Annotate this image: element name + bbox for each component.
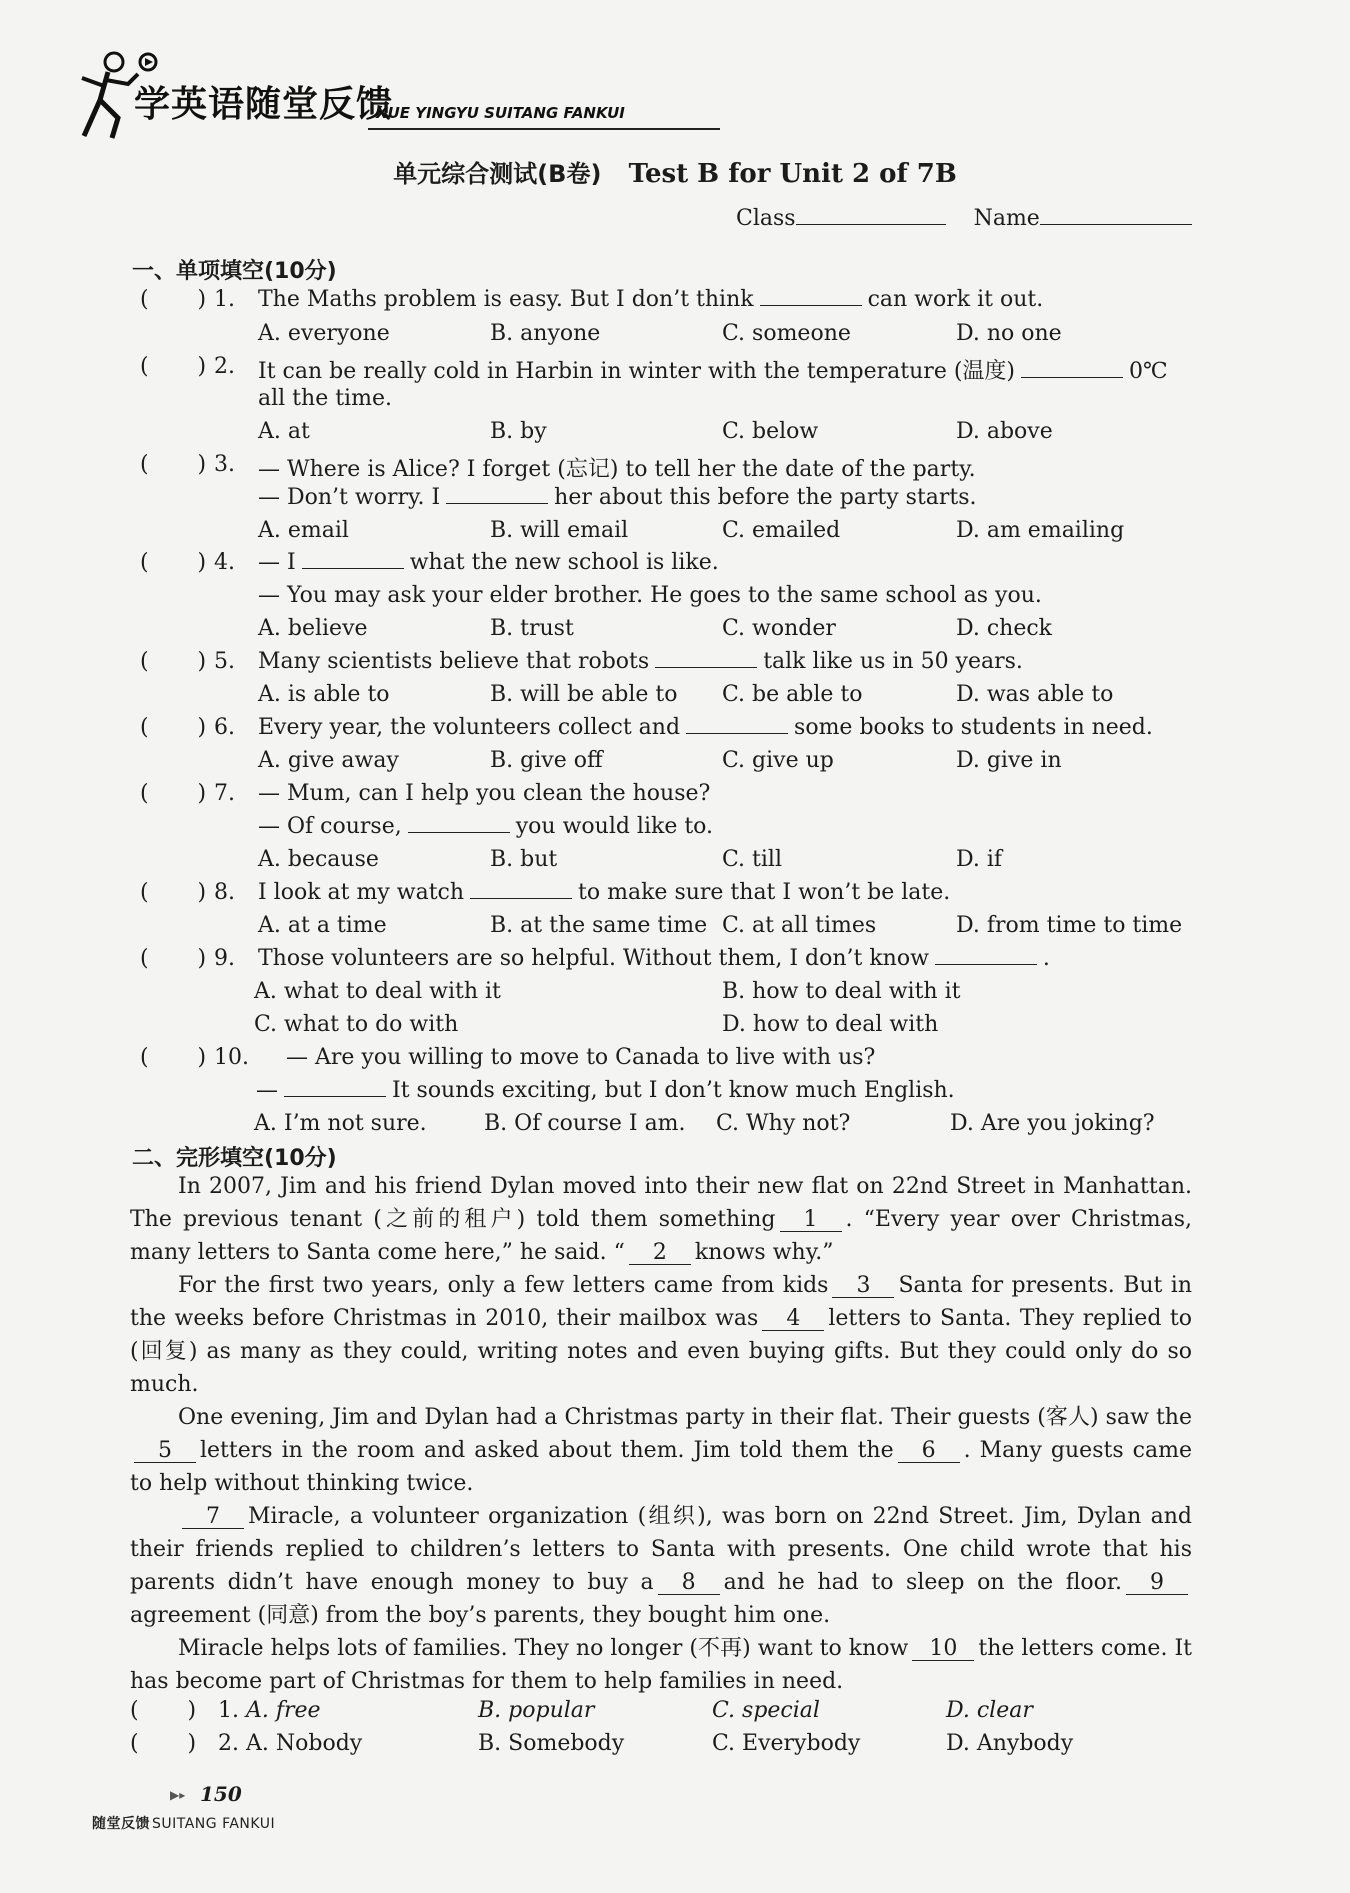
cloze-blank-5[interactable]: 5 — [134, 1440, 196, 1463]
answer-bracket[interactable]: ( ) — [140, 781, 207, 806]
name-field[interactable] — [1040, 206, 1192, 225]
answer-blank[interactable] — [284, 1078, 386, 1097]
option-b[interactable]: B. by — [490, 419, 547, 444]
answer-bracket[interactable]: ( ) — [140, 880, 207, 905]
question-stem: — Are you willing to move to Canada to live with us? — [286, 1045, 876, 1070]
name-label: Name — [973, 206, 1040, 231]
option-c[interactable]: C. below — [722, 419, 819, 444]
question-number: 10. — [214, 1045, 249, 1070]
class-label: Class — [736, 206, 796, 231]
option-d[interactable]: D. clear — [946, 1698, 1033, 1723]
class-field[interactable] — [796, 206, 946, 225]
title-en: Test B for Unit 2 of 7B — [628, 159, 957, 189]
option-a[interactable]: A. at a time — [258, 913, 387, 938]
option-c[interactable]: C. Everybody — [712, 1731, 861, 1756]
question-stem: — I what the new school is like. — [258, 550, 719, 575]
question-number: 8. — [214, 880, 235, 905]
question-stem: — Mum, can I help you clean the house? — [258, 781, 711, 806]
answer-blank[interactable] — [446, 485, 548, 504]
option-a[interactable]: A. believe — [258, 616, 368, 641]
answer-blank[interactable] — [1021, 359, 1123, 378]
option-a[interactable]: A. is able to — [258, 682, 390, 707]
question-stem: Those volunteers are so helpful. Without them, I don’t know . — [258, 946, 1050, 971]
question-stem: The Maths problem is easy. But I don’t think can work it out. — [258, 287, 1044, 312]
answer-bracket[interactable]: ( ) — [140, 354, 207, 379]
option-a[interactable]: A. Nobody — [246, 1731, 363, 1756]
option-c[interactable]: C. be able to — [722, 682, 863, 707]
answer-bracket[interactable]: ( ) — [140, 287, 207, 312]
option-d[interactable]: D. if — [956, 847, 1003, 872]
class-name-fields — [736, 206, 1192, 231]
brand-title-cn: 学英语随堂反馈 — [134, 84, 394, 125]
question-number: 2. — [214, 354, 235, 379]
option-c[interactable]: C. someone — [722, 321, 851, 346]
cloze-blank-10[interactable]: 10 — [912, 1638, 974, 1661]
option-b[interactable]: B. will email — [490, 518, 629, 543]
option-b[interactable]: B. will be able to — [490, 682, 678, 707]
option-d[interactable]: D. check — [956, 616, 1053, 641]
option-b[interactable]: B. but — [490, 847, 558, 872]
question-number: 2. — [218, 1731, 239, 1756]
answer-bracket[interactable]: ( ) — [140, 946, 207, 971]
answer-blank[interactable] — [408, 814, 510, 833]
option-c[interactable]: C. what to do with — [254, 1012, 459, 1037]
question-3-line2: — Don’t worry. I her about this before the party starts. — [258, 485, 977, 510]
answer-blank[interactable] — [686, 715, 788, 734]
option-b[interactable]: B. Somebody — [478, 1731, 625, 1756]
option-c[interactable]: C. emailed — [722, 518, 841, 543]
question-2-line2: all the time. — [258, 386, 392, 411]
answer-bracket[interactable]: ( ) — [140, 715, 207, 740]
question-number: 4. — [214, 550, 235, 575]
option-a[interactable]: A. everyone — [258, 321, 390, 346]
answer-bracket[interactable]: ( ) — [140, 550, 207, 575]
option-b[interactable]: B. popular — [478, 1698, 595, 1723]
answer-bracket[interactable]: ( ) — [140, 649, 207, 674]
question-number: 7. — [214, 781, 235, 806]
question-7-line2: — Of course, you would like to. — [258, 814, 714, 839]
cloze-blank-9[interactable]: 9 — [1126, 1572, 1188, 1595]
cloze-paragraph-1: In 2007, Jim and his friend Dylan moved into their new flat on 22nd Street in Manhattan. The previous tenant (之前的租户) told them something 1 . “Every year over Christmas, many letters to Santa come here,” he said. “ 2 knows why.” — [130, 1174, 1192, 1265]
question-stem: Many scientists believe that robots talk like us in 50 years. — [258, 649, 1023, 674]
title-cn: 单元综合测试(B卷) — [393, 160, 602, 188]
cloze-paragraph-4: 7 Miracle, a volunteer organization (组织), was born on 22nd Street. Jim, Dylan and their friends replied to children’s letters to Santa with presents. One child wrote that his parents didn’t have enough money to buy a 8 and he had to sleep on the floor. 9agreement (同意) from the boy’s parents, they bought him one. — [130, 1504, 1192, 1628]
cloze-blank-3[interactable]: 3 — [832, 1275, 894, 1298]
option-c[interactable]: C. at all times — [722, 913, 877, 938]
option-a[interactable]: A. give away — [258, 748, 399, 773]
answer-bracket[interactable]: ( ) — [130, 1698, 197, 1723]
footer-brand: 随堂反馈 SUITANG FANKUI — [92, 1816, 276, 1832]
question-number: 9. — [214, 946, 235, 971]
page-title — [0, 154, 1350, 189]
answer-bracket[interactable]: ( ) — [130, 1731, 197, 1756]
answer-blank[interactable] — [302, 550, 404, 569]
option-a[interactable]: A. email — [258, 518, 349, 543]
answer-bracket[interactable]: ( ) — [140, 1045, 207, 1070]
question-number: 1. — [218, 1698, 239, 1723]
brand-title-pinyin: XUE YINGYU SUITANG FANKUI — [376, 104, 625, 122]
option-b[interactable]: B. give off — [490, 748, 603, 773]
question-4-line2: — You may ask your elder brother. He goes to the same school as you. — [258, 583, 1042, 608]
answer-blank[interactable] — [760, 287, 862, 306]
option-c[interactable]: C. special — [712, 1698, 820, 1723]
option-d[interactable]: D. from time to time — [956, 913, 1183, 938]
cloze-blank-7[interactable]: 7 — [182, 1506, 244, 1529]
question-stem: I look at my watch to make sure that I won’t be late. — [258, 880, 951, 905]
cloze-blank-1[interactable]: 1 — [780, 1209, 842, 1232]
option-c[interactable]: C. wonder — [722, 616, 836, 641]
option-d[interactable]: D. Are you joking? — [950, 1111, 1155, 1136]
option-d[interactable]: D. give in — [956, 748, 1062, 773]
brand-underline — [368, 128, 720, 130]
option-c[interactable]: C. till — [722, 847, 782, 872]
answer-blank[interactable] — [935, 946, 1037, 965]
question-number: 5. — [214, 649, 235, 674]
option-c[interactable]: C. give up — [722, 748, 834, 773]
answer-bracket[interactable]: ( ) — [140, 452, 207, 477]
question-number: 1. — [214, 287, 235, 312]
option-d[interactable]: D. above — [956, 419, 1053, 444]
option-b[interactable]: B. anyone — [490, 321, 601, 346]
option-d[interactable]: D. was able to — [956, 682, 1114, 707]
cloze-blank-4[interactable]: 4 — [762, 1308, 824, 1331]
section1-heading: 一、单项填空(10分) — [132, 259, 337, 284]
cloze-blank-6[interactable]: 6 — [898, 1440, 960, 1463]
question-number: 6. — [214, 715, 235, 740]
cloze-blank-2[interactable]: 2 — [629, 1242, 691, 1265]
answer-blank[interactable] — [655, 649, 757, 668]
option-a[interactable]: A. I’m not sure. — [254, 1111, 427, 1136]
question-stem: — Where is Alice? I forget (忘记) to tell her the date of the party. — [258, 457, 976, 482]
cloze-blank-8[interactable]: 8 — [658, 1572, 720, 1595]
question-number: 3. — [214, 452, 235, 477]
option-d[interactable]: D. how to deal with — [722, 1012, 939, 1037]
option-d[interactable]: D. Anybody — [946, 1731, 1074, 1756]
answer-blank[interactable] — [470, 880, 572, 899]
option-a[interactable]: A. free — [246, 1698, 321, 1723]
cloze-paragraph-2: For the first two years, only a few letters came from kids 3 Santa for presents. But in the weeks before Christmas in 2010, their mailbox was 4 letters to Santa. They replied to (回复) as many as they could, writing notes and even buying gifts. But they could only do so much. — [130, 1273, 1192, 1397]
option-b[interactable]: B. Of course I am. — [484, 1111, 686, 1136]
question-10-line2: — It sounds exciting, but I don’t know much English. — [256, 1078, 955, 1103]
option-b[interactable]: B. at the same time — [490, 913, 708, 938]
option-a[interactable]: A. because — [258, 847, 379, 872]
option-b[interactable]: B. trust — [490, 616, 574, 641]
question-stem: Every year, the volunteers collect and some books to students in need. — [258, 715, 1153, 740]
option-c[interactable]: C. Why not? — [716, 1111, 851, 1136]
question-stem: It can be really cold in Harbin in winter with the temperature (温度) 0℃ — [258, 359, 1168, 384]
option-d[interactable]: D. no one — [956, 321, 1062, 346]
page-number: 150 — [200, 1782, 242, 1806]
brand-header — [78, 48, 658, 140]
option-d[interactable]: D. am emailing — [956, 518, 1125, 543]
page-arrow-icon: ▶▸ — [170, 1788, 186, 1802]
option-a[interactable]: A. at — [258, 419, 310, 444]
cloze-paragraph-3: One evening, Jim and Dylan had a Christmas party in their flat. Their guests (客人) saw the5 letters in the room and asked about them. Jim told them the 6 . Many guests came to help without thinking twice. — [130, 1405, 1192, 1496]
option-b[interactable]: B. how to deal with it — [722, 979, 961, 1004]
section2-heading: 二、完形填空(10分) — [132, 1146, 337, 1171]
cloze-paragraph-5: Miracle helps lots of families. They no longer (不再) want to know 10 the letters come. It has become part of Christmas for them to help families in need. — [130, 1636, 1192, 1694]
option-a[interactable]: A. what to deal with it — [254, 979, 501, 1004]
